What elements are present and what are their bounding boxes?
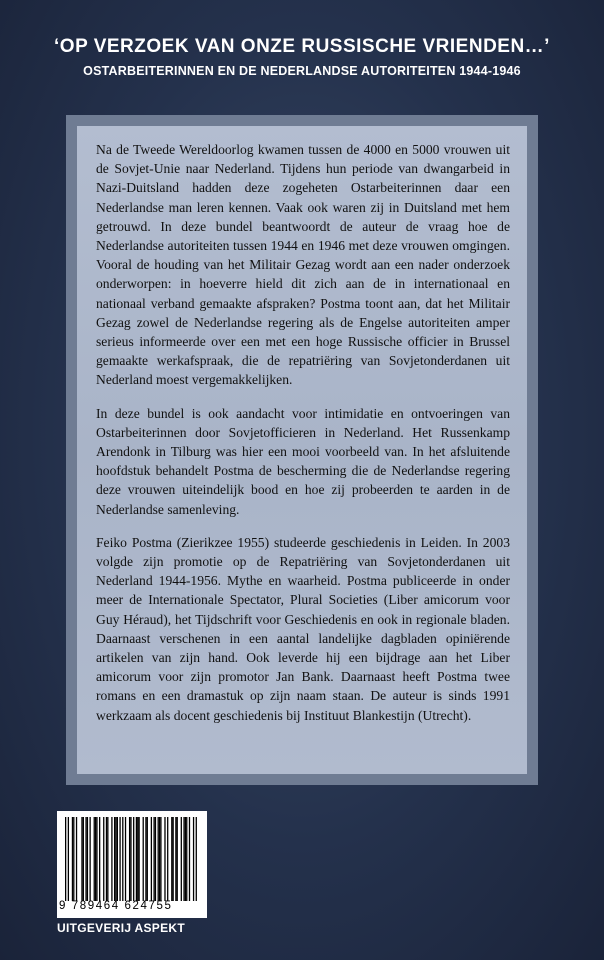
barcode-bar (119, 817, 120, 901)
barcode-bar (143, 817, 144, 901)
book-title: ‘OP VERZOEK VAN ONZE RUSSISCHE VRIENDEN…’ (54, 36, 550, 57)
barcode-bar (173, 817, 174, 901)
barcode-bar (167, 817, 168, 901)
author-bio-paragraph: Feiko Postma (Zierikzee 1955) studeerde geschiedenis in Leiden. In 2003 volgde zijn promotie op de Repatriëring van Sovjetonderdanen uit Nederland 1944-1956. Mythe en waarheid. Postma publiceerde in onder meer de Internationale Spectator, Plural Societies (Liber amicorum voor Guy Héraud), het Tijdschrift voor Geschiedenis en ook in regionale bladen. Daarnaast verschenen in een aantal landelijke dagbladen opiniërende artikelen van zijn hand. Ook leverde hij een bijdrage aan het Liber amicorum voor zijn promotor Jan Bank. Daarnaast heeft Postma twee romans en een dramastuk op zijn naam staan. De auteur is sinds 1991 werkzaam als docent geschiedenis bij Instituut Blankestijn (Utrecht). (96, 534, 510, 723)
barcode-bar (145, 817, 146, 901)
barcode-bar (89, 817, 90, 901)
blurb-paragraph-1: Na de Tweede Wereldoorlog kwamen tussen de 4000 en 5000 vrouwen uit de Sovjet-Unie naar Nederland. Tijdens hun periode van dwangarbeid in Nazi-Duitsland hadden deze zogeheten Ostarbeiterinnen daar een Nederlandse man leren kennen. Vaak ook waren zij in Duitsland met hem getrouwd. In deze bundel beantwoordt de auteur de vraag hoe de Nederlandse autoriteiten tussen 1944 en 1946 met deze vrouwen omgingen. Vooral de houding van het Militair Gezag wordt aan een nader onderzoek onderworpen: in hoeverre hield dit zich aan de in internationaal en nationaal verband gemaakte afspraken? Postma toont aan, dat het Militair Gezag zowel de Nederlandse regering als de Engelse autoriteiten amper serieus informeerde over een met een hoge Russische officier in Brussel gemaakte werkafspraak, die de repatriëring van Sovjetonderdanen uit Nederland moest vergemakkelijken. (96, 142, 510, 388)
barcode-bar (107, 817, 108, 901)
barcode-bar (117, 817, 118, 901)
barcode-bar (76, 817, 77, 901)
text-frame (66, 115, 538, 785)
barcode-bar (73, 817, 74, 901)
barcode-bar (153, 817, 154, 901)
barcode-bar (122, 817, 123, 901)
barcode-bar (68, 817, 69, 901)
barcode-bar (111, 817, 112, 901)
barcode-bar (99, 817, 100, 901)
barcode-bar (158, 817, 159, 901)
blurb-paragraph-2: In deze bundel is ook aandacht voor intimidatie en ontvoeringen van Ostarbeiterinnen door Sovjetofficieren in Nederland. Het Russenkamp Arendonk in Tilburg was hier een mooi voorbeeld van. In het afsluitende hoofdstuk behandelt Postma de bescherming die de Nederlandse regering deze vrouwen uiteindelijk bood en hoe zij probeerden te aarden in de Nederlandse samenleving. (96, 405, 510, 517)
barcode-bar (130, 817, 131, 901)
book-subtitle: OSTARBEITERINNEN EN DE NEDERLANDSE AUTORITEITEN 1944-1946 (83, 64, 521, 78)
isbn-number: 9 789464 624755 (59, 900, 173, 912)
barcode-bar (177, 817, 178, 901)
barcode-bar (136, 817, 137, 901)
barcode-bar (159, 817, 160, 901)
barcode-bar (103, 817, 104, 901)
barcode-bar (72, 817, 73, 901)
barcode-bar (65, 817, 66, 901)
barcode-bar (133, 817, 134, 901)
publisher-name: UITGEVERIJ ASPEKT (57, 921, 186, 935)
barcode-bar (81, 817, 82, 901)
blurb-panel (77, 126, 527, 774)
barcode-bar (155, 817, 156, 901)
barcode-bar (115, 817, 116, 901)
cover-header (0, 36, 604, 78)
barcode-bar (83, 817, 84, 901)
barcode-bar (175, 817, 176, 901)
barcode-bar (114, 817, 115, 901)
isbn-barcode (57, 811, 207, 918)
barcode-bar (196, 817, 197, 901)
barcode-bar (85, 817, 86, 901)
barcode-bar (87, 817, 88, 901)
barcode-bar (185, 817, 186, 901)
barcode-bar (106, 817, 107, 901)
barcode-bars (65, 817, 197, 901)
barcode-bar (186, 817, 187, 901)
barcode-bar (95, 817, 96, 901)
barcode-bar (94, 817, 95, 901)
barcode-bar (164, 817, 165, 901)
barcode-bar (129, 817, 130, 901)
barcode-bar (138, 817, 139, 901)
barcode-bar (189, 817, 190, 901)
barcode-bar (183, 817, 184, 901)
barcode-bar (137, 817, 138, 901)
barcode-bar (160, 817, 161, 901)
barcode-bar (147, 817, 148, 901)
barcode-bar (171, 817, 172, 901)
barcode-bar (181, 817, 182, 901)
barcode-bar (151, 817, 152, 901)
barcode-bar (96, 817, 97, 901)
barcode-bar (125, 817, 126, 901)
barcode-bar (193, 817, 194, 901)
